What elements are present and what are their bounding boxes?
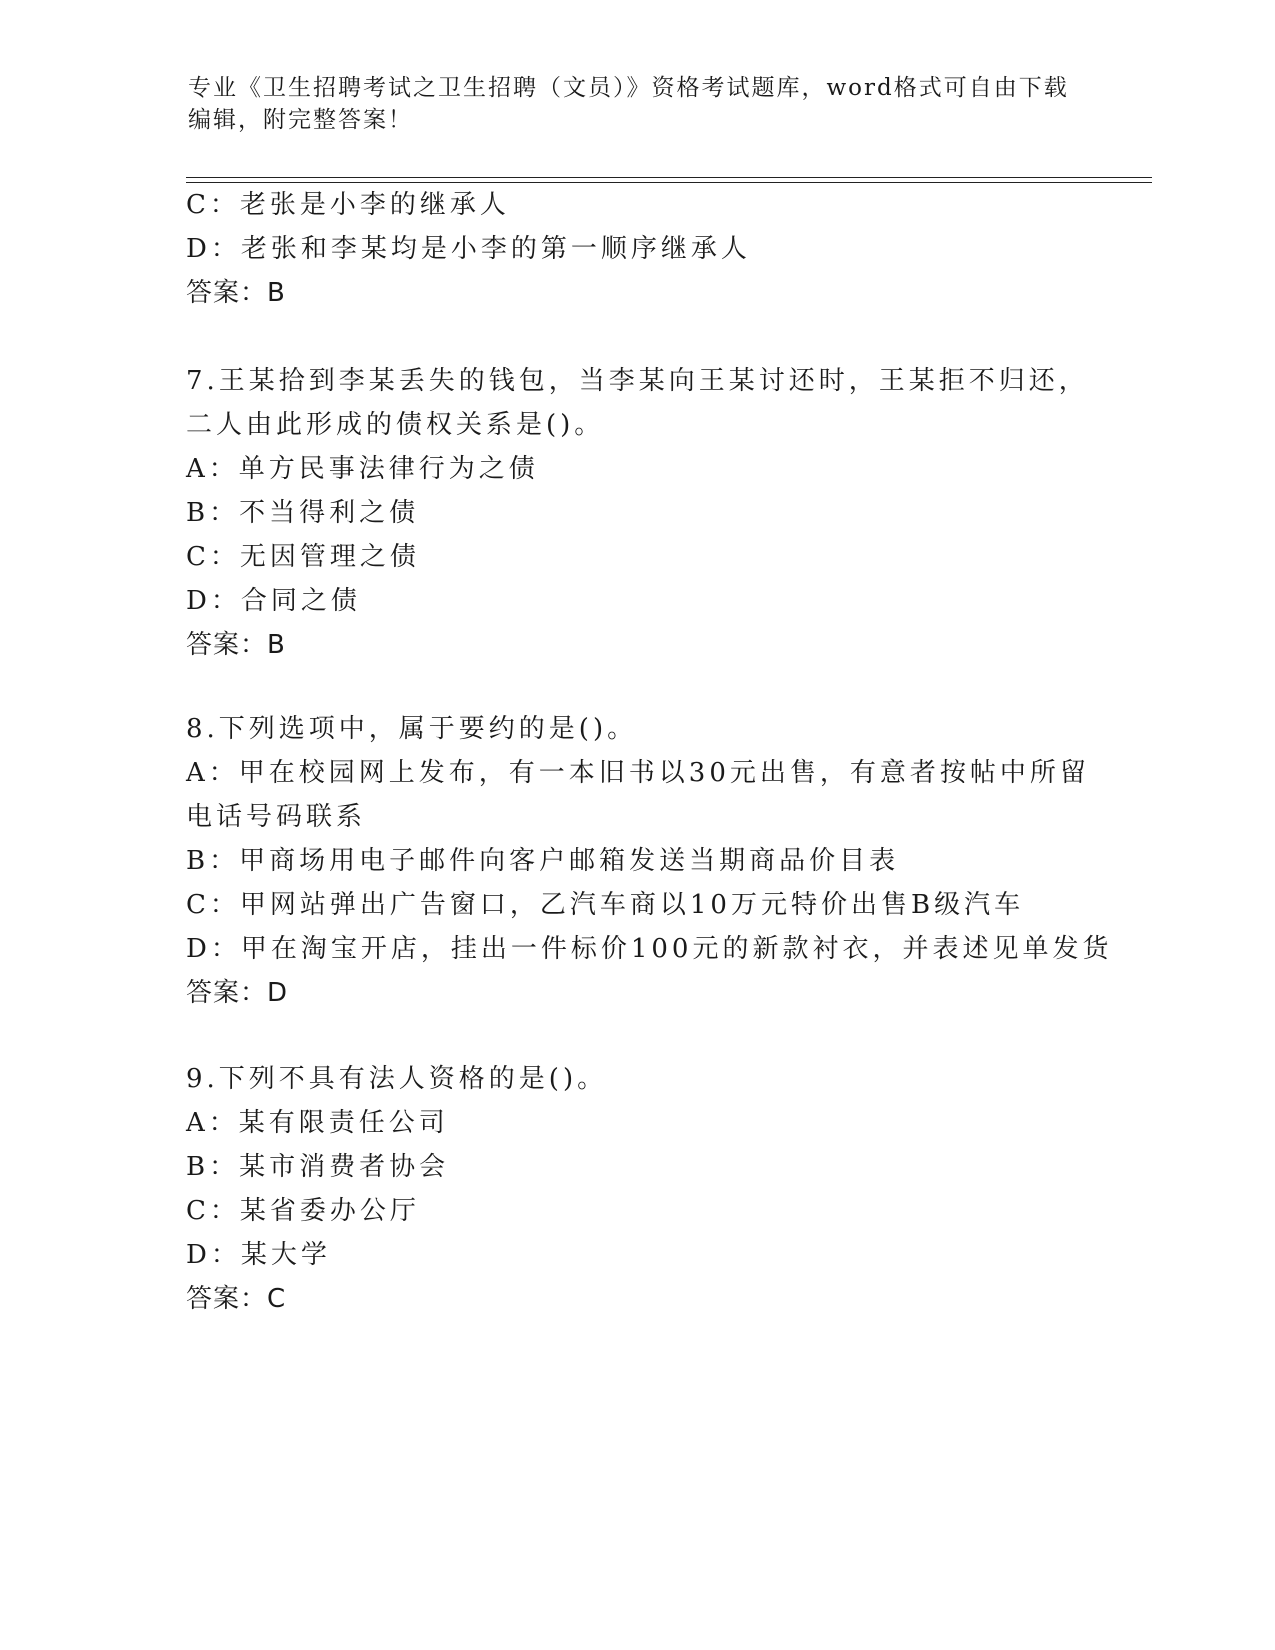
q6-answer: 答案：B bbox=[186, 278, 286, 308]
q7-option-a: A：单方民事法律行为之债 bbox=[186, 454, 539, 484]
header-line-2: 编辑，附完整答案！ bbox=[188, 107, 413, 133]
q8-answer: 答案：D bbox=[186, 978, 289, 1008]
q9-option-d: D：某大学 bbox=[186, 1240, 331, 1270]
header-line-1: 专业《卫生招聘考试之卫生招聘（文员）》资格考试题库，word格式可自由下载 bbox=[188, 75, 1069, 101]
q6-option-c: C：老张是小李的继承人 bbox=[186, 190, 510, 220]
q7-option-b: B：不当得利之债 bbox=[186, 498, 420, 528]
header-divider-top bbox=[186, 177, 1152, 178]
q7-stem-line-2: 二人由此形成的债权关系是()。 bbox=[186, 410, 605, 440]
q9-stem: 9.下列不具有法人资格的是()。 bbox=[186, 1064, 608, 1094]
q7-answer: 答案：B bbox=[186, 630, 286, 660]
q9-option-a: A：某有限责任公司 bbox=[186, 1108, 449, 1138]
q9-option-c: C：某省委办公厅 bbox=[186, 1196, 420, 1226]
header-divider-bottom bbox=[186, 182, 1152, 183]
q7-option-d: D：合同之债 bbox=[186, 586, 361, 616]
q8-stem: 8.下列选项中，属于要约的是()。 bbox=[186, 714, 638, 744]
q8-option-a-line-2: 电话号码联系 bbox=[186, 802, 367, 832]
q7-option-c: C：无因管理之债 bbox=[186, 542, 420, 572]
q8-option-b: B：甲商场用电子邮件向客户邮箱发送当期商品价目表 bbox=[186, 846, 900, 876]
q8-option-a-line-1: A：甲在校园网上发布，有一本旧书以30元出售，有意者按帖中所留 bbox=[186, 758, 1090, 788]
q9-option-b: B：某市消费者协会 bbox=[186, 1152, 450, 1182]
q8-option-c: C：甲网站弹出广告窗口，乙汽车商以10万元特价出售B级汽车 bbox=[186, 890, 1025, 920]
document-header bbox=[188, 72, 1088, 136]
q8-option-d: D：甲在淘宝开店，挂出一件标价100元的新款衬衣，并表述见单发货 bbox=[186, 934, 1113, 964]
q6-option-d: D：老张和李某均是小李的第一顺序继承人 bbox=[186, 234, 751, 264]
q7-stem-line-1: 7.王某拾到李某丢失的钱包，当李某向王某讨还时，王某拒不归还， bbox=[186, 366, 1089, 396]
q9-answer: 答案：C bbox=[186, 1284, 287, 1314]
